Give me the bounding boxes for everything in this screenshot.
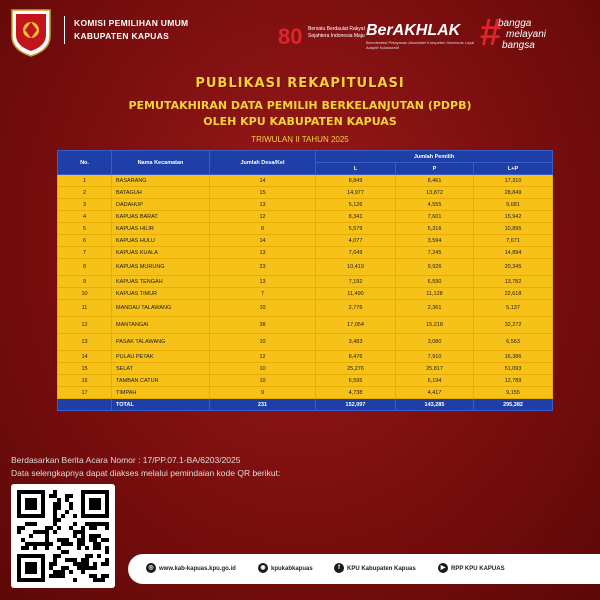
table-row	[58, 300, 553, 317]
row-desa: 10	[210, 375, 316, 387]
table-row	[58, 211, 553, 223]
table-row	[58, 235, 553, 247]
table-row	[58, 375, 553, 387]
row-p: 13,872	[396, 187, 474, 199]
row-p: 8,461	[396, 175, 474, 187]
row-l: 8,341	[316, 211, 396, 223]
row-lp: 51,093	[474, 363, 553, 375]
facebook-link[interactable]	[334, 563, 416, 575]
row-no: 6	[58, 235, 112, 247]
row-desa: 14	[210, 235, 316, 247]
row-p: 4,417	[396, 387, 474, 399]
row-kecamatan: DADAHUP	[112, 199, 210, 211]
instagram-icon: ◉	[258, 563, 268, 573]
row-no: 3	[58, 199, 112, 211]
row-no: 17	[58, 387, 112, 399]
row-l: 14,977	[316, 187, 396, 199]
row-kecamatan: PASAK TALAWANG	[112, 334, 210, 351]
row-desa: 15	[210, 187, 316, 199]
row-l: 17,054	[316, 317, 396, 334]
youtube-icon: ▶	[438, 563, 448, 573]
period-label: TRIWULAN II TAHUN 2025	[251, 135, 349, 144]
table-row	[58, 351, 553, 363]
bangga-melayani-logo	[480, 12, 588, 54]
row-desa: 7	[210, 288, 316, 300]
header-desa: Jumlah Desa/Kel	[210, 151, 316, 175]
kpu-logo-icon	[8, 6, 54, 58]
footer-contact-bar	[128, 554, 600, 584]
table-row	[58, 276, 553, 288]
bangga-word-1: bangga	[498, 18, 532, 29]
scan-note: Data selengkapnya dapat diakses melalui pemindaian kode QR berikut:	[11, 468, 281, 478]
row-kecamatan: KAPUAS BARAT	[112, 211, 210, 223]
ri80-slogan: Bersatu Berdaulat Rakyat Sejahtera Indonesia Maju	[308, 26, 365, 39]
row-kecamatan: MANDAU TALAWANG	[112, 300, 210, 317]
row-no: 13	[58, 334, 112, 351]
qr-code-icon	[17, 490, 109, 582]
row-lp: 13,782	[474, 276, 553, 288]
row-no: 7	[58, 247, 112, 259]
row-desa: 10	[210, 363, 316, 375]
row-p: 11,128	[396, 288, 474, 300]
table-row	[58, 223, 553, 235]
row-lp: 12,789	[474, 375, 553, 387]
row-lp: 14,894	[474, 247, 553, 259]
row-desa: 13	[210, 276, 316, 288]
row-no: 4	[58, 211, 112, 223]
facebook-text: KPU Kabupaten Kapuas	[347, 566, 416, 572]
table-row	[58, 259, 553, 276]
page-subtitle-1: PEMUTAKHIRAN DATA PEMILIH BERKELANJUTAN (PDPB)	[128, 99, 472, 112]
row-p: 7,601	[396, 211, 474, 223]
row-kecamatan: BATAGUH	[112, 187, 210, 199]
website-link[interactable]	[146, 563, 236, 575]
row-lp: 9,681	[474, 199, 553, 211]
row-kecamatan: KAPUAS KUALA	[112, 247, 210, 259]
row-kecamatan: SELAT	[112, 363, 210, 375]
row-kecamatan: KAPUAS MURUNG	[112, 259, 210, 276]
row-kecamatan: TIMPAH	[112, 387, 210, 399]
row-p: 3,594	[396, 235, 474, 247]
table-row	[58, 175, 553, 187]
table-row	[58, 387, 553, 399]
row-kecamatan: KAPUAS TIMUR	[112, 288, 210, 300]
header-lp: L+P	[474, 163, 553, 175]
org-subname: KABUPATEN KAPUAS	[74, 31, 170, 41]
recap-table	[57, 150, 553, 411]
header-divider	[64, 16, 65, 44]
row-lp: 7,671	[474, 235, 553, 247]
row-p: 7,245	[396, 247, 474, 259]
row-desa: 14	[210, 175, 316, 187]
ri80-logo-icon: 80	[278, 24, 303, 49]
row-kecamatan: TAMBAN CATUR	[112, 375, 210, 387]
row-p: 4,555	[396, 199, 474, 211]
page-subtitle-2: OLEH KPU KABUPATEN KAPUAS	[203, 115, 397, 128]
row-kecamatan: BASARANG	[112, 175, 210, 187]
table-row	[58, 317, 553, 334]
table-row	[58, 187, 553, 199]
row-p: 25,817	[396, 363, 474, 375]
row-lp: 10,895	[474, 223, 553, 235]
row-kecamatan: PULAU PETAK	[112, 351, 210, 363]
row-no: 15	[58, 363, 112, 375]
row-p: 6,194	[396, 375, 474, 387]
berakhlak-logo: BerAKHLAK	[366, 22, 461, 39]
row-lp: 32,272	[474, 317, 553, 334]
row-no: 12	[58, 317, 112, 334]
row-desa: 10	[210, 300, 316, 317]
row-lp: 17,310	[474, 175, 553, 187]
row-l: 5,579	[316, 223, 396, 235]
org-name: KOMISI PEMILIHAN UMUM	[74, 18, 189, 28]
row-lp: 20,345	[474, 259, 553, 276]
globe-icon: ◎	[146, 563, 156, 573]
total-desa: 231	[210, 399, 316, 411]
row-lp: 15,942	[474, 211, 553, 223]
row-p: 9,926	[396, 259, 474, 276]
row-l: 7,192	[316, 276, 396, 288]
total-lp: 295,382	[474, 399, 553, 411]
table-row	[58, 334, 553, 351]
row-desa: 12	[210, 211, 316, 223]
row-l: 8,849	[316, 175, 396, 187]
qr-code[interactable]	[11, 484, 115, 588]
row-desa: 10	[210, 334, 316, 351]
row-no: 5	[58, 223, 112, 235]
row-no: 2	[58, 187, 112, 199]
instagram-link[interactable]	[258, 563, 313, 575]
row-no: 1	[58, 175, 112, 187]
row-lp: 6,563	[474, 334, 553, 351]
row-l: 4,077	[316, 235, 396, 247]
row-kecamatan: KAPUAS HULU	[112, 235, 210, 247]
row-lp: 5,137	[474, 300, 553, 317]
row-p: 7,910	[396, 351, 474, 363]
total-no	[58, 399, 112, 411]
header-no: No.	[58, 151, 112, 175]
row-kecamatan: KAPUAS HILIR	[112, 223, 210, 235]
row-no: 8	[58, 259, 112, 276]
header-l: L	[316, 163, 396, 175]
row-l: 7,649	[316, 247, 396, 259]
header-kecamatan: Nama Kecamatan	[112, 151, 210, 175]
row-kecamatan: KAPUAS TENGAH	[112, 276, 210, 288]
instagram-text: kpukabkapuas	[271, 566, 313, 572]
row-l: 11,490	[316, 288, 396, 300]
row-l: 3,483	[316, 334, 396, 351]
total-l: 152,097	[316, 399, 396, 411]
row-desa: 38	[210, 317, 316, 334]
row-desa: 13	[210, 199, 316, 211]
header-pemilih: Jumlah Pemilih	[316, 151, 553, 163]
row-l: 2,776	[316, 300, 396, 317]
row-desa: 13	[210, 247, 316, 259]
bangga-hash-icon: #	[480, 12, 502, 54]
total-p: 143,285	[396, 399, 474, 411]
row-no: 10	[58, 288, 112, 300]
table-row	[58, 247, 553, 259]
row-l: 4,738	[316, 387, 396, 399]
row-desa: 23	[210, 259, 316, 276]
page-title: PUBLIKASI REKAPITULASI	[195, 76, 405, 91]
row-desa: 8	[210, 223, 316, 235]
row-l: 10,419	[316, 259, 396, 276]
bangga-word-2: melayani	[506, 29, 547, 40]
row-no: 16	[58, 375, 112, 387]
row-p: 5,316	[396, 223, 474, 235]
table-body	[58, 175, 553, 399]
row-no: 14	[58, 351, 112, 363]
row-l: 25,276	[316, 363, 396, 375]
row-p: 2,361	[396, 300, 474, 317]
total-row	[58, 399, 553, 411]
row-p: 6,590	[396, 276, 474, 288]
table-row	[58, 288, 553, 300]
row-kecamatan: MANTANGAI	[112, 317, 210, 334]
row-lp: 9,155	[474, 387, 553, 399]
row-l: 6,595	[316, 375, 396, 387]
row-p: 15,218	[396, 317, 474, 334]
bangga-word-3: bangsa	[502, 40, 535, 51]
berakhlak-tagline: Berorientasi Pelayanan Akuntabel Kompeten Harmonis Loyal Adaptif Kolaboratif	[366, 40, 475, 50]
header-p: P	[396, 163, 474, 175]
row-desa: 9	[210, 387, 316, 399]
youtube-text: RPP KPU KAPUAS	[451, 566, 505, 572]
youtube-link[interactable]	[438, 563, 505, 575]
row-no: 9	[58, 276, 112, 288]
row-l: 5,126	[316, 199, 396, 211]
facebook-icon: f	[334, 563, 344, 573]
total-label: TOTAL	[112, 399, 210, 411]
row-p: 3,080	[396, 334, 474, 351]
row-no: 11	[58, 300, 112, 317]
row-l: 8,476	[316, 351, 396, 363]
website-text: www.kab-kapuas.kpu.go.id	[159, 566, 236, 572]
table-row	[58, 363, 553, 375]
table-row	[58, 199, 553, 211]
row-lp: 16,386	[474, 351, 553, 363]
row-desa: 12	[210, 351, 316, 363]
row-lp: 22,618	[474, 288, 553, 300]
header-bar	[0, 0, 600, 62]
basis-note: Berdasarkan Berita Acara Nomor : 17/PP.07.1-BA/6203/2025	[11, 455, 241, 465]
row-lp: 28,849	[474, 187, 553, 199]
